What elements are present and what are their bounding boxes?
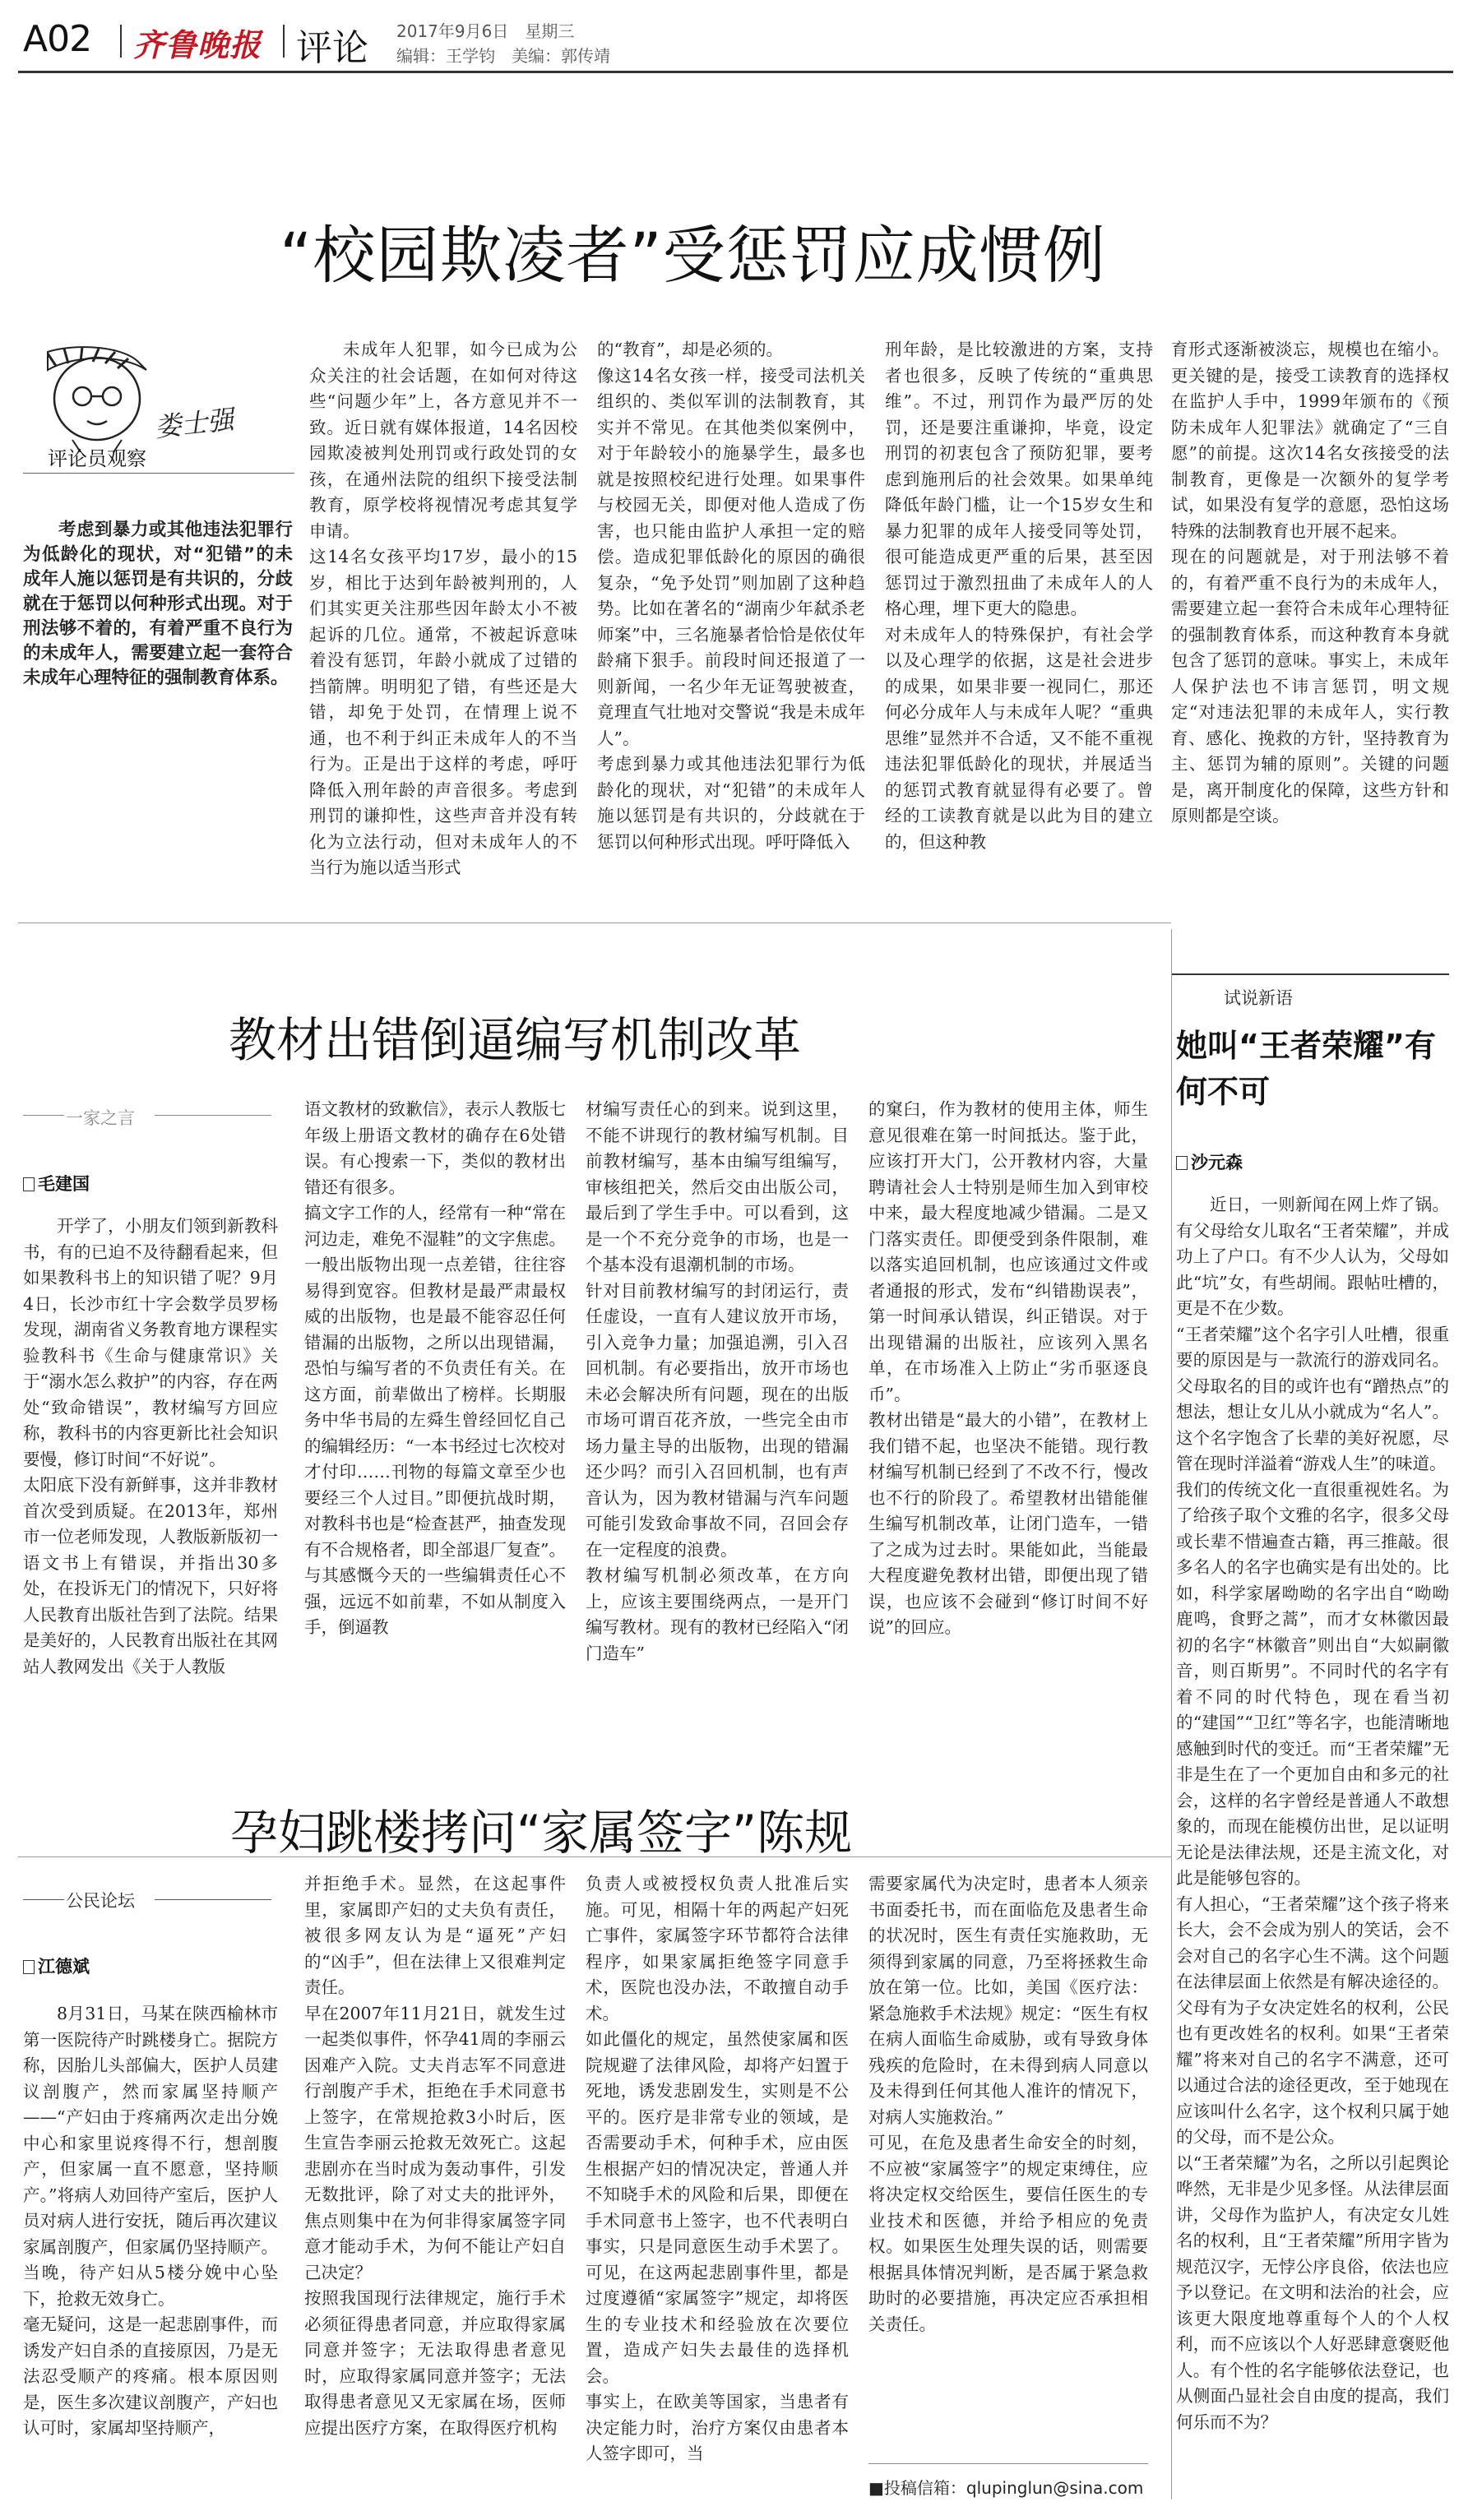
article2-headline: 教材出错倒逼编写机制改革 (229, 1012, 802, 1068)
article1-column-3: 刑年龄，是比较激进的方案，支持者也很多，反映了传统的“重典思维”。不过，刑罚作为最严厉的处罚，还是要注重谦抑，毕竟，设定刑罚的初衷包含了预防犯罪，要考虑到施刑后的社会效果。如果单纯降低年龄门槛，让一个15岁女生和暴力犯罪的成年人接受同等处罚，很可能造成更严重的后果，甚至因惩罚过于激烈扭曲了未成年人的人格心理，埋下更大的隐患。 对未成年人的特殊保护，有社会学以及心理学的依据，这是社会进步的成果，如果非要一视同仁，那还何必分成年人与未成年人呢？“重典思维”显然并不合适，又不能不重视违法犯罪低龄化的现状，并展适当的惩罚式教育就显得有必要了。曾经的工读教育就是以此为目的建立的，但这种教 (885, 340, 1153, 852)
byline-marker-icon (23, 1177, 35, 1191)
section-rule (18, 922, 1171, 923)
article1-column-4: 育形式逐渐被淡忘，规模也在缩小。更关键的是，接受工读教育的选择权在监护人手中，1999年颁布的《预防未成年人犯罪法》就确定了“三自愿”的前提。这次14名女孩接受的法制教育，更像是一次额外的复学考试，如果没有复学的意愿，恐怕这场特殊的法制教育也开展不起来。 现在的问题就是，对于刑法够不着的，有着严重不良行为的未成年人，需要建立起一套符合未成年心理特征的强制教育体系，而这种教育本身就包含了惩罚的意味。事实上，未成年人保护法也不讳言惩罚，明文规定“对违法犯罪的未成年人，实行教育、感化、挽救的方针，坚持教育为主、惩罚为辅的原则”。关键的问题是，离开制度化的保障，这些方针和原则都是空谈。 (1171, 340, 1449, 825)
page-number: A02 (23, 18, 92, 60)
editor-credits: 编辑：王学钧 美编：郭传靖 (396, 46, 610, 66)
article3-headline: 孕妇跳楼拷问“家属签字”陈规 (230, 1805, 853, 1861)
paper-logo: 齐鲁晚报 (133, 26, 262, 63)
section-name: 评论 (296, 27, 368, 69)
article2-author (23, 1171, 90, 1195)
article4-headline: 她叫“王者荣耀”有何不可 (1176, 1028, 1436, 1110)
column-label-opinion: 一家之言 (66, 1108, 135, 1128)
article2-column-4: 的窠臼，作为教材的使用主体，师生意见很难在第一时间抵达。鉴于此，应该打开大门，公开教材内容，大量聘请社会人士特别是师生加入到审校中来，最大程度地减少错漏。二是又门落实责任。即便受到条件限制，难以落实追回机制，也应该通过文件或者通报的形式，发布“纠错勘误表”，第一时间承认错误，纠正错误。对于出现错漏的出版社，应该列入黑名单，在市场准入上防止“劣币驱逐良币”。 教材出错是“最大的小错”，在教材上我们错不起，也坚决不能错。现行教材编写机制已经到了不改不行，慢改也不行的阶段了。希望教材出错能催生编写机制改革，让闭门造车，一错了之成为过去时。果能如此，当能最大程度避免教材出错，即便出现了错误，也应该不会碰到“修订时间不好说”的回应。 (868, 1099, 1148, 1637)
article3-column-4: 需要家属代为决定时，患者本人须亲书面委托书，而在面临危及患者生命的状况时，医生有责任实施救助，无须得到家属的同意，乃至将拯救生命放在第一位。比如，美国《医疗法：紧急施救手术法规》规定：“医生有权在病人面临生命威胁，或有导致身体残疾的危险时，在未得到病人同意以及未得到任何其他人准许的情况下，对病人实施救治。” 可见，在危及患者生命安全的时刻，不应被“家属签字”的规定束缚住，应将决定权交给医生，要信任医生的专业技术和医德，并给予相应的免责权。如果医生处理失误的话，则需要根据具体情况判断，是否属于紧急救助时的必要措施，再决定应否承担相关责任。 (868, 1874, 1148, 2334)
article3-column-3: 负责人或被授权负责人批准后实施。可见，相隔十年的两起产妇死亡事件，家属签字环节都符合法律程序，如果家属拒绝签字同意手术，医院也没办法，不敢擅自动手术。 如此僵化的规定，虽然使家属和医院规避了法律风险，却将产妇置于死地，诱发悲剧发生，实则是不公平的。医疗是非常专业的领域，是否需要动手术，何种手术，应由医生根据产妇的情况决定，普通人并不知晓手术的风险和后果，即便在手术同意书上签字，也不代表明白事实，只是同意医生动手术罢了。可见，在这两起悲剧事件里，都是过度遵循“家属签字”规定，却将医生的专业技术和经验放在次要位置，造成产妇失去最佳的选择机会。 事实上，在欧美等国家，当患者有决定能力时，治疗方案仅由患者本人签字即可，当 (586, 1874, 849, 2463)
header-divider (283, 25, 285, 58)
column-label-forum: 公民论坛 (66, 1891, 135, 1911)
article2-column-1: 开学了，小朋友们领到新教科书，有的已迫不及待翻看起来，但如果教科书上的知识错了呢？9月4日，长沙市红十字会数学员罗杨发现，湖南省义务教育地方课程实验教科书《生命与健康常识》关于“溺水怎么救护”的内容，存在两处“致命错误”，教材编写方回应称，教科书的内容更新比社会知识要慢，修订时间“不好说”。 太阳底下没有新鲜事，这并非教材首次受到质疑。在2013年，郑州市一位老师发现，人教版新版初一语文书上有错误，并指出30多处，在投诉无门的情况下，只好将人民教育出版社告到了法院。结果是美好的，人民教育出版社在其网站人教网发出《关于人教版 (23, 1216, 278, 1676)
submission-email: ■投稿信箱：qlupinglun@sina.com (868, 2478, 1144, 2498)
article1-headline: “校园欺凌者”受惩罚应成惯例 (280, 219, 1106, 292)
article3-author (23, 1954, 90, 1978)
article2-column-3: 材编写责任心的到来。说到这里，不能不讲现行的教材编写机制。目前教材编写，基本由编写组编写，审核组把关，然后交由出版公司，最后到了学生手中。可以看到，这是一个不充分竞争的市场，也是一个基本没有退潮机制的市场。 针对目前教材编写的封闭运行，责任虚设，一直有人建议放开市场，引入竞争力量；加强追溯，引入召回机制。有必要指出，放开市场也未必会解决所有问题，现在的出版市场可谓百花齐放，一些完全由市场力量主导的出版物，出现的错漏还少吗？而引入召回机制，也有声音认为，因为教材错漏与汽车问题可能引发致命事故不同，召回会存在一定程度的浪费。 教材编写机制必须改革，在方向上，应该主要围绕两点，一是开门编写教材。现有的教材已经陷入“闭门造车” (586, 1099, 849, 1663)
article1-column-2: 的“教育”，却是必须的。 像这14名女孩一样，接受司法机关组织的、类似军训的法制教育，其实并不常见。在其他类似案例中，对于年龄较小的施暴学生，最多也就是按照校纪进行处理。如果事件与校园无关，即便对他人造成了伤害，也只能由监护人承担一定的赔偿。造成犯罪低龄化的原因的确很复杂，“免予处罚”则加剧了这种趋势。比如在著名的“湖南少年弑杀老师案”中，三名施暴者恰恰是依仗年龄痛下狠手。前段时间还报道了一则新闻，一名少年无证驾驶被查，竟理直气壮地对交警说“我是未成年人”。 考虑到暴力或其他违法犯罪行为低龄化的现状，对“犯错”的未成年人施以惩罚是有共识的，分歧就在于惩罚以何种形式出现。呼吁降低入 (597, 340, 865, 852)
issue-date: 2017年9月6日 星期三 (396, 21, 575, 41)
article4-author (1176, 1149, 1243, 1174)
label-rule (1171, 973, 1449, 975)
article1-column-1: 未成年人犯罪，如今已成为公众关注的社会话题，在如何对待这些“问题少年”上，各方意见并不一致。近日就有媒体报道，14名因校园欺凌被判处刑罚或行政处罚的女孩，在通州法院的组织下接受法制教育，原学校将视情况考虑其复学申请。 这14名女孩平均17岁，最小的15岁，相比于达到年龄被判刑的，人们其实更关注那些因年龄太小不被起诉的几位。通常，不被起诉意味着没有惩罚，年龄小就成了过错的挡箭牌。明明犯了错，有些还是大错，却免于处罚，在情理上说不通，也不利于纠正未成年人的不当行为。正是出于这样的考虑，呼吁降低入刑年龄的声音很多。考虑到刑罚的谦抑性，这些声音并没有转化为立法行动，但对未成年人的不当行为施以适当形式 (309, 340, 577, 877)
columnist-signature: 娄士强 (153, 404, 235, 443)
author-name: 毛建国 (38, 1174, 90, 1194)
column-label-observer: 评论员观察 (48, 447, 146, 470)
byline-marker-icon (1176, 1156, 1188, 1170)
footer-rule (868, 2463, 1148, 2464)
author-name: 沙元森 (1191, 1153, 1243, 1172)
columnist-portrait (23, 345, 294, 452)
page-header (18, 8, 1453, 67)
header-rule (18, 71, 1453, 73)
article2-column-2: 语文教材的致歉信》，表示人教版七年级上册语文教材的确存在6处错误。有心搜索一下，类似的教材出错还有很多。 搞文字工作的人，经常有一种“常在河边走，难免不湿鞋”的文字焦虑。一般出版物出现一点差错，往往容易得到宽容。但教材是最严肃最权威的出版物，也是最不能容忍任何错漏的出版物，之所以出现错漏，恐怕与编写者的不负责任有关。在这方面，前辈做出了榜样。长期服务中华书局的左舜生曾经回忆自己的编辑经历：“一本书经过七次校对才付印……刊物的每篇文章至少也要经三个人过目。”即便抗战时期，对教科书也是“检查甚严，抽查发现有不合规格者，即全部退厂复查”。 与其感慨今天的一些编辑责任心不强，远远不如前辈，不如从制度入手，倒逼教 (304, 1099, 566, 1637)
article4-body: 近日，一则新闻在网上炸了锅。有父母给女儿取名“王者荣耀”，并成功上了户口。有不少人认为，父母如此“坑”女，有些胡闹。跟帖吐槽的，更是不在少数。 “王者荣耀”这个名字引人吐槽，很重要的原因是与一款流行的游戏同名。父母取名的目的或许也有“蹭热点”的想法，想让女儿从小就成为“名人”。这个名字饱含了长辈的美好祝愿，尽管在现时洋溢着“游戏人生”的味道。 我们的传统文化一直很重视姓名。为了给孩子取个文雅的名字，很多父母或长辈不惜遍查古籍，再三推敲。很多名人的名字也确实是有出处的。比如，科学家屠呦呦的名字出自“呦呦鹿鸣，食野之蒿”，而才女林徽因最初的名字“林徽音”则出自“大姒嗣徽音，则百斯男”。不同时代的名字有着不同的时代特色，现在看当初的“建国”“卫红”等名字，也能清晰地感触到时代的变迁。而“王者荣耀”无非是生在了一个更加自由和多元的社会，这样的名字曾经是普通人不敢想象的，而现在能模仿出世，足以证明无论是法律法规，还是主流文化，对此是能够包容的。 有人担心，“王者荣耀”这个孩子将来长大，会不会成为别人的笑话，会不会对自己的名字心生不满。这个问题在法律层面上依然是有解决途径的。父母有为子女决定姓名的权利，公民也有更改姓名的权利。如果“王者荣耀”将来对自己的名字不满意，还可以通过合法的途径更改，至于她现在应该叫什么名字，这个权利只属于她的父母，而不是公众。 以“王者荣耀”为名，之所以引起舆论哗然，无非是少见多怪。从法律层面讲，父母作为监护人，有决定女儿姓名的权利，且“王者荣耀”所用字皆为规范汉字，无悖公序良俗，依法也应予以登记。在文明和法治的社会，应该更大限度地尊重每个人的个人权利，而不应该以个人好恶肆意褒贬他人。有个性的名字能够依法登记，也从侧面凸显社会自由度的提高，我们何乐而不为？ (1176, 1195, 1449, 2432)
column-label-new-words: 试说新语 (1224, 988, 1293, 1008)
header-divider (120, 25, 122, 58)
label-rule (23, 1115, 64, 1116)
label-rule (155, 1899, 271, 1900)
label-rule (155, 1115, 271, 1116)
column-divider (1171, 929, 1172, 2499)
byline-marker-icon (23, 1960, 35, 1974)
article3-column-2: 并拒绝手术。显然，在这起事件里，家属即产妇的丈夫负有责任，被很多网友认为是“逼死”产妇的“凶手”，但在法律上又很难判定责任。 早在2007年11月21日，就发生过一起类似事件，怀孕41周的李丽云因难产入院。丈夫肖志军不同意进行剖腹产手术，拒绝在手术同意书上签字，在常规抢救3小时后，医生宣告李丽云抢救无效死亡。这起悲剧亦在当时成为轰动事件，引发无数批评，除了对丈夫的批评外，焦点则集中在为何非得家属签字同意才能动手术，为何不能让产妇自己决定？ 按照我国现行法律规定，施行手术必须征得患者同意，并应取得家属同意并签字；无法取得患者意见时，应取得家属同意并签字；无法取得患者意见又无家属在场，医师应提出医疗方案，在取得医疗机构 (304, 1874, 566, 2438)
author-name: 江德斌 (38, 1957, 90, 1977)
label-rule (23, 1899, 64, 1900)
label-underline (23, 473, 294, 474)
article1-lead: 考虑到暴力或其他违法犯罪行为低龄化的现状，对“犯错”的未成年人施以惩罚是有共识的，分歧就在于惩罚以何种形式出现。对于刑法够不着的，有着严重不良行为的未成年人，需要建立起一套符合未成年心理特征的强制教育体系。 (23, 520, 293, 688)
article3-column-1: 8月31日，马某在陕西榆林市第一医院待产时跳楼身亡。据院方称，因胎儿头部偏大，医护人员建议剖腹产，然而家属坚持顺产——“产妇由于疼痛两次走出分娩中心和家里说疼得不行，想剖腹产，但家属一直不愿意，坚持顺产。”将病人劝回待产室后，医护人员对病人进行安抚，随后再次建议家属剖腹产，但家属仍坚持顺产。当晚，待产妇从5楼分娩中心坠下，抢救无效身亡。 毫无疑问，这是一起悲剧事件，而诱发产妇自杀的直接原因，乃是无法忍受顺产的疼痛。根本原因则是，医生多次建议剖腹产，产妇也认可时，家属却坚持顺产， (23, 2004, 278, 2438)
